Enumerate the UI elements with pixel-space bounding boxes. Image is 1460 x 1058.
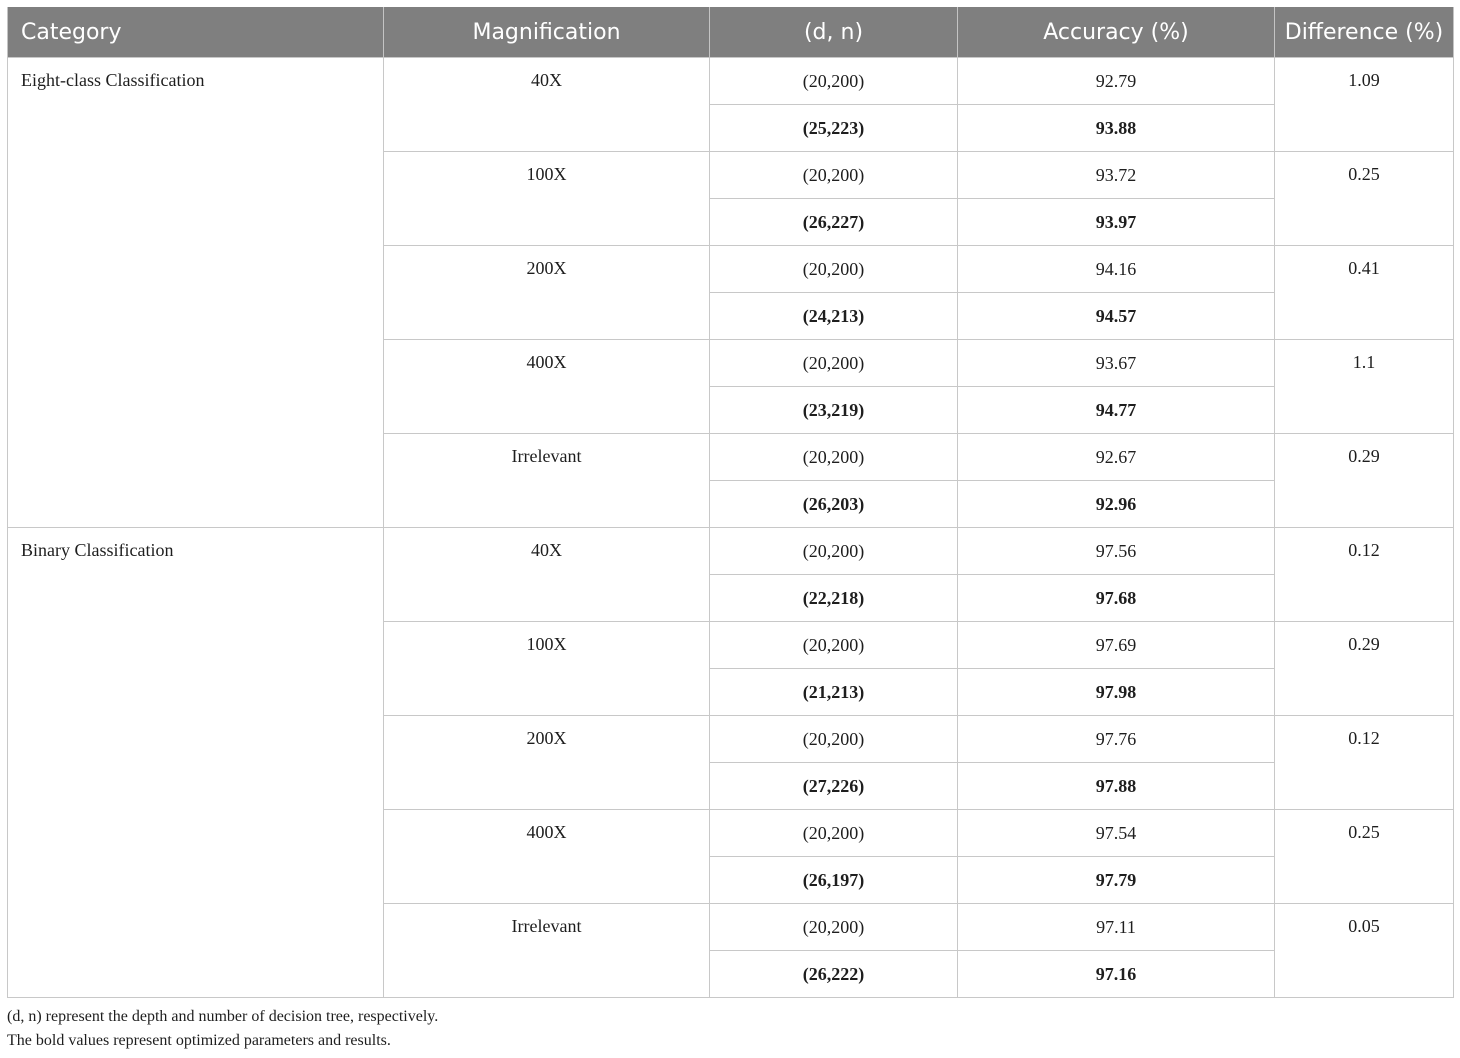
optimized-params-cell: (25,223)	[710, 105, 958, 152]
optimized-accuracy-cell: 93.97	[958, 199, 1275, 246]
difference-cell: 0.41	[1275, 246, 1454, 340]
default-accuracy-cell: 93.67	[958, 340, 1275, 387]
optimized-accuracy-cell: 97.98	[958, 669, 1275, 716]
magnification-cell: 200X	[384, 716, 710, 810]
magnification-cell: 40X	[384, 58, 710, 152]
optimized-params-cell: (23,219)	[710, 387, 958, 434]
default-accuracy-cell: 92.67	[958, 434, 1275, 481]
optimized-params-cell: (26,222)	[710, 951, 958, 998]
footnote-bold-meaning: The bold values represent optimized parameters and results.	[7, 1032, 391, 1049]
optimized-accuracy-cell: 97.79	[958, 857, 1275, 904]
difference-cell: 1.09	[1275, 58, 1454, 152]
default-params-cell: (20,200)	[710, 434, 958, 481]
difference-cell: 0.25	[1275, 810, 1454, 904]
header-accuracy: Accuracy (%)	[958, 7, 1275, 58]
difference-cell: 1.1	[1275, 340, 1454, 434]
default-params-cell: (20,200)	[710, 58, 958, 105]
default-accuracy-cell: 97.54	[958, 810, 1275, 857]
optimized-params-cell: (24,213)	[710, 293, 958, 340]
optimized-params-cell: (22,218)	[710, 575, 958, 622]
default-accuracy-cell: 97.56	[958, 528, 1275, 575]
difference-cell: 0.29	[1275, 622, 1454, 716]
header-magnification: Magnification	[384, 7, 710, 58]
default-params-cell: (20,200)	[710, 904, 958, 951]
default-accuracy-cell: 97.69	[958, 622, 1275, 669]
magnification-cell: Irrelevant	[384, 434, 710, 528]
header-category: Category	[8, 7, 384, 58]
magnification-cell: 400X	[384, 810, 710, 904]
default-params-cell: (20,200)	[710, 716, 958, 763]
table-footnotes	[7, 1005, 438, 1053]
optimized-accuracy-cell: 97.16	[958, 951, 1275, 998]
difference-cell: 0.12	[1275, 528, 1454, 622]
optimized-params-cell: (26,197)	[710, 857, 958, 904]
magnification-cell: 200X	[384, 246, 710, 340]
difference-cell: 0.05	[1275, 904, 1454, 998]
default-accuracy-cell: 92.79	[958, 58, 1275, 105]
magnification-cell: 100X	[384, 152, 710, 246]
optimized-accuracy-cell: 92.96	[958, 481, 1275, 528]
default-params-cell: (20,200)	[710, 528, 958, 575]
table-row	[8, 58, 1454, 105]
results-table	[7, 7, 1454, 998]
header-d-n: (d, n)	[710, 7, 958, 58]
default-params-cell: (20,200)	[710, 246, 958, 293]
footnote-dn-definition: (d, n) represent the depth and number of decision tree, respectively.	[7, 1008, 439, 1025]
default-accuracy-cell: 97.11	[958, 904, 1275, 951]
difference-cell: 0.29	[1275, 434, 1454, 528]
optimized-accuracy-cell: 94.57	[958, 293, 1275, 340]
magnification-cell: 40X	[384, 528, 710, 622]
optimized-params-cell: (27,226)	[710, 763, 958, 810]
default-params-cell: (20,200)	[710, 340, 958, 387]
optimized-params-cell: (21,213)	[710, 669, 958, 716]
category-cell: Binary Classification	[8, 528, 384, 998]
difference-cell: 0.25	[1275, 152, 1454, 246]
magnification-cell: Irrelevant	[384, 904, 710, 998]
optimized-params-cell: (26,227)	[710, 199, 958, 246]
optimized-accuracy-cell: 97.68	[958, 575, 1275, 622]
default-params-cell: (20,200)	[710, 152, 958, 199]
default-params-cell: (20,200)	[710, 810, 958, 857]
optimized-accuracy-cell: 93.88	[958, 105, 1275, 152]
default-params-cell: (20,200)	[710, 622, 958, 669]
magnification-cell: 100X	[384, 622, 710, 716]
magnification-cell: 400X	[384, 340, 710, 434]
header-difference: Difference (%)	[1275, 7, 1454, 58]
optimized-accuracy-cell: 94.77	[958, 387, 1275, 434]
optimized-accuracy-cell: 97.88	[958, 763, 1275, 810]
table-body	[8, 58, 1454, 998]
default-accuracy-cell: 94.16	[958, 246, 1275, 293]
difference-cell: 0.12	[1275, 716, 1454, 810]
table-header-row	[8, 7, 1454, 58]
category-cell: Eight-class Classification	[8, 58, 384, 528]
default-accuracy-cell: 97.76	[958, 716, 1275, 763]
default-accuracy-cell: 93.72	[958, 152, 1275, 199]
table-row	[8, 528, 1454, 575]
optimized-params-cell: (26,203)	[710, 481, 958, 528]
